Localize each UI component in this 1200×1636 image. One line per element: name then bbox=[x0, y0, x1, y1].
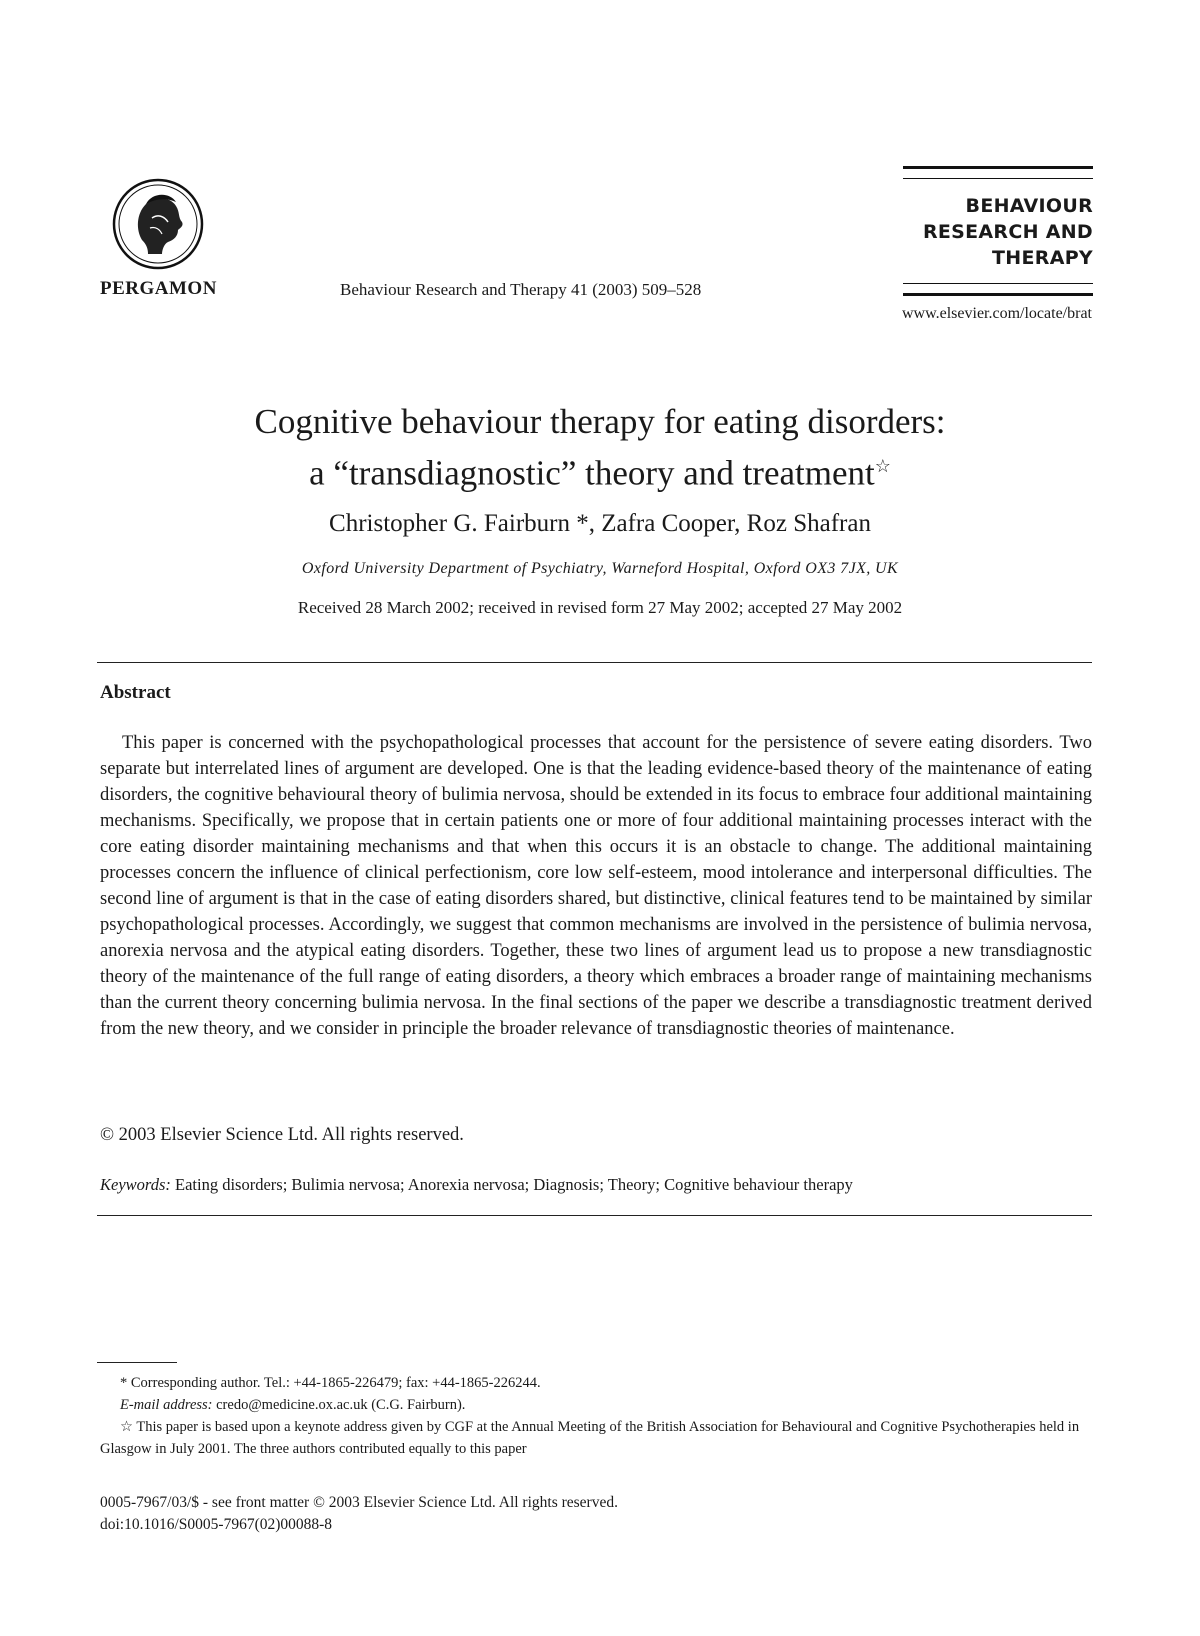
footnote-keynote: ☆ This paper is based upon a keynote address given by CGF at the Annual Meeting of the British Association for Behavioural and Cognitive Psychotherapies held in Glasgow in July 2001. The three authors contributed equally to this paper bbox=[100, 1419, 1080, 1457]
footnote-corresponding-author: * Corresponding author. Tel.: +44-1865-226479; fax: +44-1865-226244. bbox=[120, 1375, 541, 1391]
divider-top bbox=[97, 662, 1092, 663]
title-footnote-marker[interactable]: ☆ bbox=[874, 456, 891, 476]
received-dates: Received 28 March 2002; received in revised form 27 May 2002; accepted 27 May 2002 bbox=[297, 598, 903, 617]
front-matter bbox=[100, 1492, 618, 1536]
article-title bbox=[100, 400, 1100, 496]
masthead-rule-bottom bbox=[903, 283, 1093, 296]
journal-title-line: BEHAVIOUR bbox=[965, 195, 1093, 217]
keywords bbox=[100, 1175, 853, 1195]
footnote-rule bbox=[97, 1362, 177, 1363]
publisher-name: PERGAMON bbox=[100, 278, 217, 299]
divider-bottom bbox=[97, 1215, 1092, 1216]
abstract-heading: Abstract bbox=[100, 682, 171, 703]
journal-url-link[interactable]: www.elsevier.com/locate/brat bbox=[902, 305, 1092, 322]
journal-title-line: THERAPY bbox=[992, 247, 1093, 269]
journal-masthead bbox=[903, 166, 1093, 296]
journal-title-line: RESEARCH AND bbox=[922, 221, 1093, 243]
footnote-email bbox=[100, 1394, 1092, 1416]
footnotes bbox=[100, 1372, 1092, 1460]
author-list: Christopher G. Fairburn *, Zafra Cooper, Roz Shafran bbox=[329, 510, 871, 537]
issn-line: 0005-7967/03/$ - see front matter © 2003 Elsevier Science Ltd. All rights reserved. bbox=[100, 1494, 618, 1511]
journal-title bbox=[903, 193, 1093, 271]
journal-citation: Behaviour Research and Therapy 41 (2003) 509–528 bbox=[340, 280, 702, 299]
keywords-list: Eating disorders; Bulimia nervosa; Anorexia nervosa; Diagnosis; Theory; Cognitive behaviour therapy bbox=[175, 1175, 853, 1194]
affiliation: Oxford University Department of Psychiatry, Warneford Hospital, Oxford OX3 7JX, UK bbox=[301, 560, 899, 577]
abstract-paragraph: This paper is concerned with the psychopathological processes that account for the persistence of severe eating disorders. Two separate but interrelated lines of argument are developed. One is that the leading evidence-based theory of the maintenance of eating disorders, the cognitive behavioural theory of bulimia nervosa, should be extended in its focus to embrace four additional maintaining mechanisms. Specifically, we propose that in certain patients one or more of four additional maintaining processes interact with the core eating disorder maintaining mechanisms and that when this occurs it is an obstacle to change. The additional maintaining processes concern the influence of clinical perfectionism, core low self-esteem, mood intolerance and interpersonal difficulties. The second line of argument is that in the case of eating disorders shared, but distinctive, clinical features tend to be maintained by similar psychopathological processes. Accordingly, we suggest that common mechanisms are involved in the persistence of bulimia nervosa, anorexia nervosa and the atypical eating disorders. Together, these two lines of argument lead us to propose a new transdiagnostic theory of the maintenance of the full range of eating disorders, a theory which embraces a broader range of maintaining mechanisms than the current theory concerning bulimia nervosa. In the final sections of the paper we describe a transdiagnostic treatment derived from the new theory, and we consider in principle the broader relevance of transdiagnostic theories of maintenance. bbox=[100, 733, 1092, 1039]
doi-link[interactable]: doi:10.1016/S0005-7967(02)00088-8 bbox=[100, 1516, 333, 1533]
article-title-line2: a “transdiagnostic” theory and treatment bbox=[309, 453, 875, 493]
keywords-label: Keywords: bbox=[100, 1175, 171, 1194]
abstract-copyright: © 2003 Elsevier Science Ltd. All rights reserved. bbox=[100, 1125, 464, 1145]
masthead-rule-top bbox=[903, 166, 1093, 179]
abstract-body bbox=[100, 730, 1092, 1042]
article-title-line1: Cognitive behaviour therapy for eating disorders: bbox=[254, 402, 946, 441]
email-address-link[interactable]: credo@medicine.ox.ac.uk (C.G. Fairburn). bbox=[216, 1397, 466, 1413]
email-label: E-mail address: bbox=[120, 1397, 213, 1413]
pergamon-head-icon bbox=[112, 178, 204, 270]
